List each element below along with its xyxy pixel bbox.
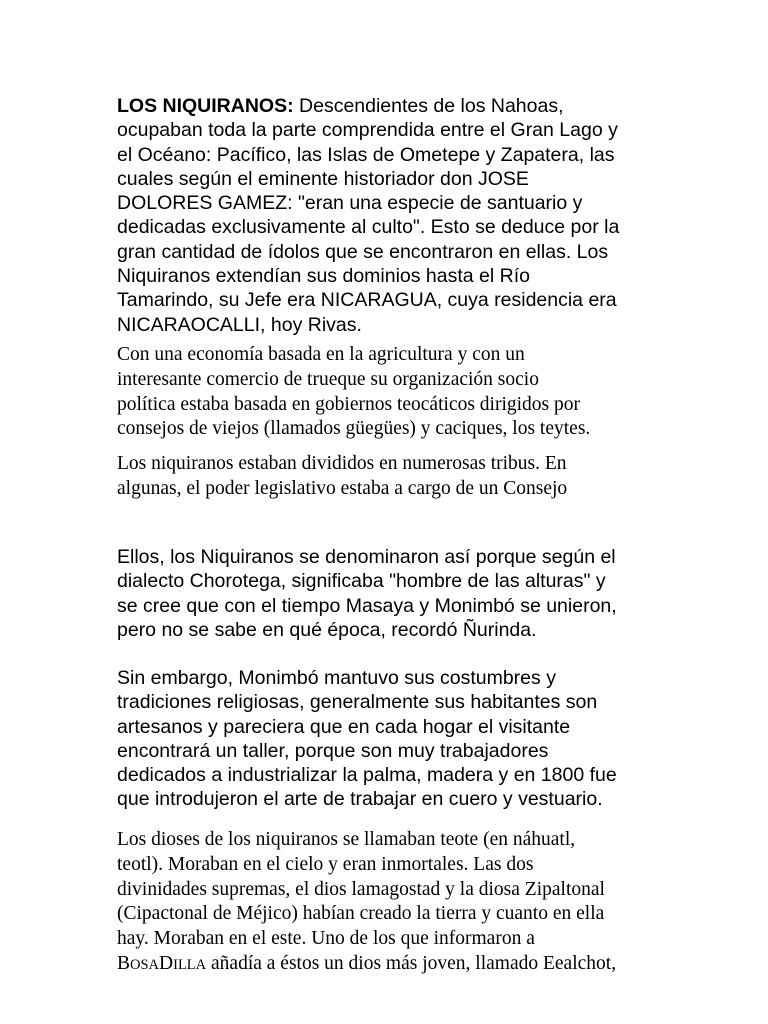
text-line: Ellos, los Niquiranos se denominaron así porque según el xyxy=(117,546,616,568)
text-line xyxy=(117,952,697,978)
text-run: añadía a éstos un dios más joven, llamado Eealchot, xyxy=(206,952,617,974)
text-line: artesanos y pareciera que en cada hogar el visitante xyxy=(117,715,571,738)
text-line: dialecto Chorotega, significaba "hombre de las alturas" y xyxy=(117,570,606,593)
text-line: tradiciones religiosas, generalmente sus habitantes son xyxy=(117,691,598,714)
text-line: ocupaban toda la parte comprendida entre el Gran Lago y xyxy=(117,119,618,142)
text-line: el Océano: Pacífico, las Islas de Ometepe y Zapatera, las xyxy=(117,143,615,166)
paragraph-tribus xyxy=(117,452,697,502)
text-line: divinidades supremas, el dios lamagostad y la diosa Zipaltonal xyxy=(117,878,605,900)
text-line: encontrará un taller, porque son muy trabajadores xyxy=(117,739,549,762)
text-run: Descendientes de los Nahoas, xyxy=(293,95,564,117)
text-line: Niquiranos extendían sus dominios hasta el Río xyxy=(117,265,530,288)
text-line: teotl). Moraban en el cielo y eran inmortales. Las dos xyxy=(117,853,534,875)
text-line: dedicadas exclusivamente al culto". Esto se deduce por la xyxy=(117,216,620,239)
text-line: interesante comercio de trueque su organización socio xyxy=(117,368,539,390)
small-caps-initial: D xyxy=(159,952,174,974)
paragraph-niquiranos-intro xyxy=(117,94,697,337)
text-line: algunas, el poder legislativo estaba a cargo de un Consejo xyxy=(117,477,568,499)
text-line: Sin embargo, Monimbó mantuvo sus costumbres y xyxy=(117,667,556,689)
paragraph-economia xyxy=(117,343,697,442)
text-line: Tamarindo, su Jefe era NICARAGUA, cuya residencia era xyxy=(117,289,617,312)
text-line: cuales según el eminente historiador don JOSE xyxy=(117,167,529,190)
text-line: Los niquiranos estaban divididos en numerosas tribus. En xyxy=(117,453,567,474)
paragraph-denominacion xyxy=(117,545,697,642)
text-line: Los dioses de los niquiranos se llamaban teote (en náhuatl, xyxy=(117,829,576,850)
paragraph-heading: LOS NIQUIRANOS: xyxy=(117,95,294,117)
paragraph-dioses xyxy=(117,828,697,978)
text-line: DOLORES GAMEZ: "eran una especie de santuario y xyxy=(117,192,583,215)
small-caps-text: OSA xyxy=(130,956,160,973)
text-line: consejos de viejos (llamados güegües) y caciques, los teytes. xyxy=(117,418,591,440)
text-line: gran cantidad de ídolos que se encontraron en ellas. Los xyxy=(117,240,609,263)
text-line: que introdujeron el arte de trabajar en cuero y vestuario. xyxy=(117,788,603,811)
small-caps-text: ILLA xyxy=(173,956,207,973)
text-line: política estaba basada en gobiernos teocáticos dirigidos por xyxy=(117,393,580,415)
text-line: se cree que con el tiempo Masaya y Monimbó se unieron, xyxy=(117,594,617,617)
paragraph-monimbo xyxy=(117,666,697,812)
text-line: Con una economía basada en la agricultura y con un xyxy=(117,344,525,365)
small-caps-initial: B xyxy=(117,952,131,974)
text-line: dedicados a industrializar la palma, madera y en 1800 fue xyxy=(117,764,617,787)
text-line: hay. Moraban en el este. Uno de los que informaron a xyxy=(117,928,535,950)
text-line: NICARAOCALLI, hoy Rivas. xyxy=(117,313,362,336)
text-line: pero no se sabe en qué época, recordó Ñurinda. xyxy=(117,618,537,641)
text-line: (Cipactonal de Méjico) habían creado la tierra y cuanto en ella xyxy=(117,903,605,925)
text-line xyxy=(117,94,697,118)
